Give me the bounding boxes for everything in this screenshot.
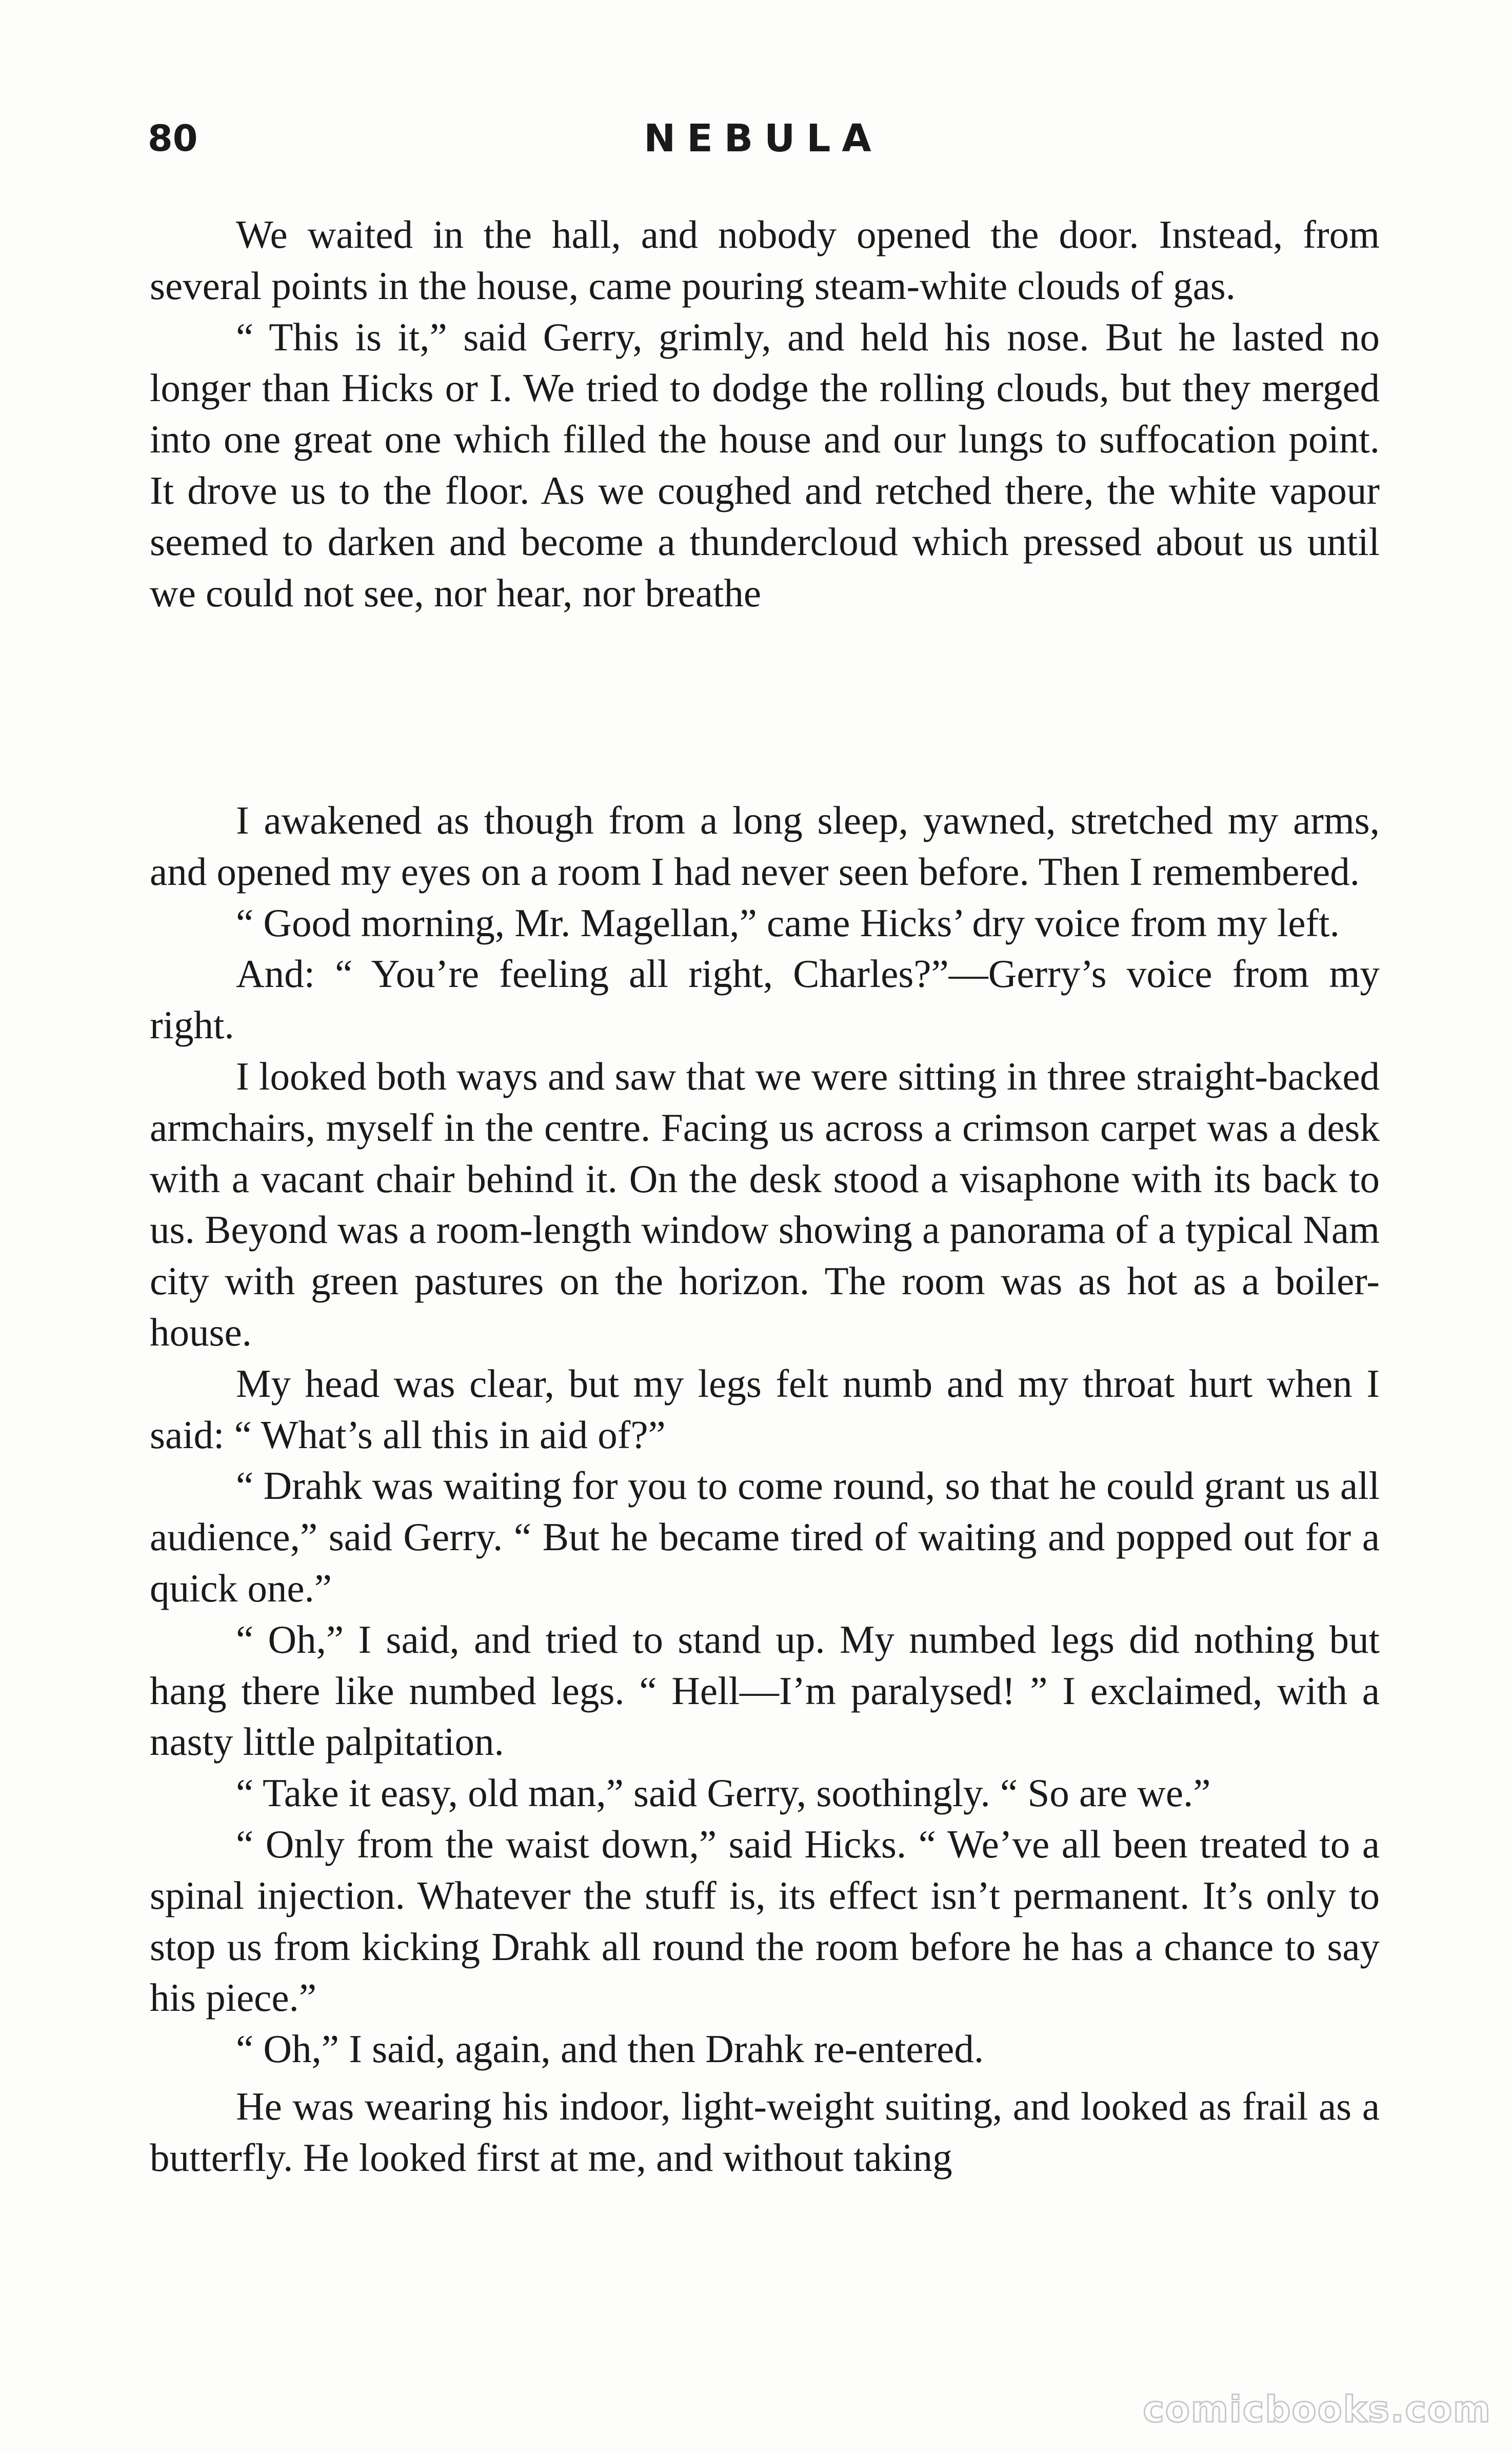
paragraph: “ Oh,” I said, and tried to stand up. My numbed legs did nothing but hang there like numbed legs. “ Hell—I’m paralysed! ” I exclaimed, with a nasty little palpitation. bbox=[150, 1617, 1380, 1764]
section-after-break bbox=[150, 795, 1380, 2184]
running-title: NEBULA bbox=[644, 116, 883, 161]
paragraph: “ Good morning, Mr. Magellan,” came Hicks’ dry voice from my left. bbox=[236, 900, 1340, 945]
paragraph: “ Oh,” I said, again, and then Drahk re-entered. bbox=[236, 2027, 984, 2071]
paragraph: And: “ You’re feeling all right, Charles?”—Gerry’s voice from my right. bbox=[150, 952, 1380, 1047]
paragraph: We waited in the hall, and nobody opened the door. Instead, from several points in the house, came pouring steam-white clouds of gas. bbox=[150, 212, 1380, 308]
paragraph: “ Take it easy, old man,” said Gerry, soothingly. “ So are we.” bbox=[236, 1771, 1211, 1815]
section-before-break bbox=[150, 209, 1380, 619]
paragraph: I looked both ways and saw that we were sitting in three straight-backed armchairs, myself in the centre. Facing us across a crimson carpet was a desk with a vacant chair behind it. On the desk stood a visaphone with its back to us. Beyond was a room-length window showing a panorama of a typical Nam city with green pastures on the horizon. The room was as hot as a boiler-house. bbox=[150, 1054, 1380, 1354]
paragraph: “ Drahk was waiting for you to come round, so that he could grant us all audience,” said Gerry. “ But he became tired of waiting and popped out for a quick one.” bbox=[150, 1463, 1380, 1610]
page-header bbox=[148, 110, 1379, 167]
paragraph: I awakened as though from a long sleep, yawned, stretched my arms, and opened my eyes on a room I had never seen before. Then I remembered. bbox=[150, 798, 1380, 894]
paragraph: My head was clear, but my legs felt numb and my throat hurt when I said: “ What’s all this in aid of?” bbox=[150, 1361, 1380, 1457]
paragraph: He was wearing his indoor, light-weight suiting, and looked as frail as a butterfly. He looked first at me, and without taking bbox=[150, 2084, 1380, 2180]
paragraph: “ This is it,” said Gerry, grimly, and held his nose. But he lasted no longer than Hicks or I. We tried to dodge the rolling clouds, but they merged into one great one which filled the house and our lungs to suffocation point. It drove us to the floor. As we coughed and retched there, the white vapour seemed to darken and become a thundercloud which pressed about us until we could not see, nor hear, nor breathe bbox=[150, 314, 1380, 615]
watermark: comicbooks.com bbox=[1143, 2388, 1491, 2430]
page-number: 80 bbox=[148, 117, 198, 160]
paragraph: “ Only from the waist down,” said Hicks. “ We’ve all been treated to a spinal injection. Whatever the stuff is, its effect isn’t permanent. It’s only to stop us from kicking Drahk all round the room before he has a chance to say his piece.” bbox=[150, 1822, 1380, 2020]
